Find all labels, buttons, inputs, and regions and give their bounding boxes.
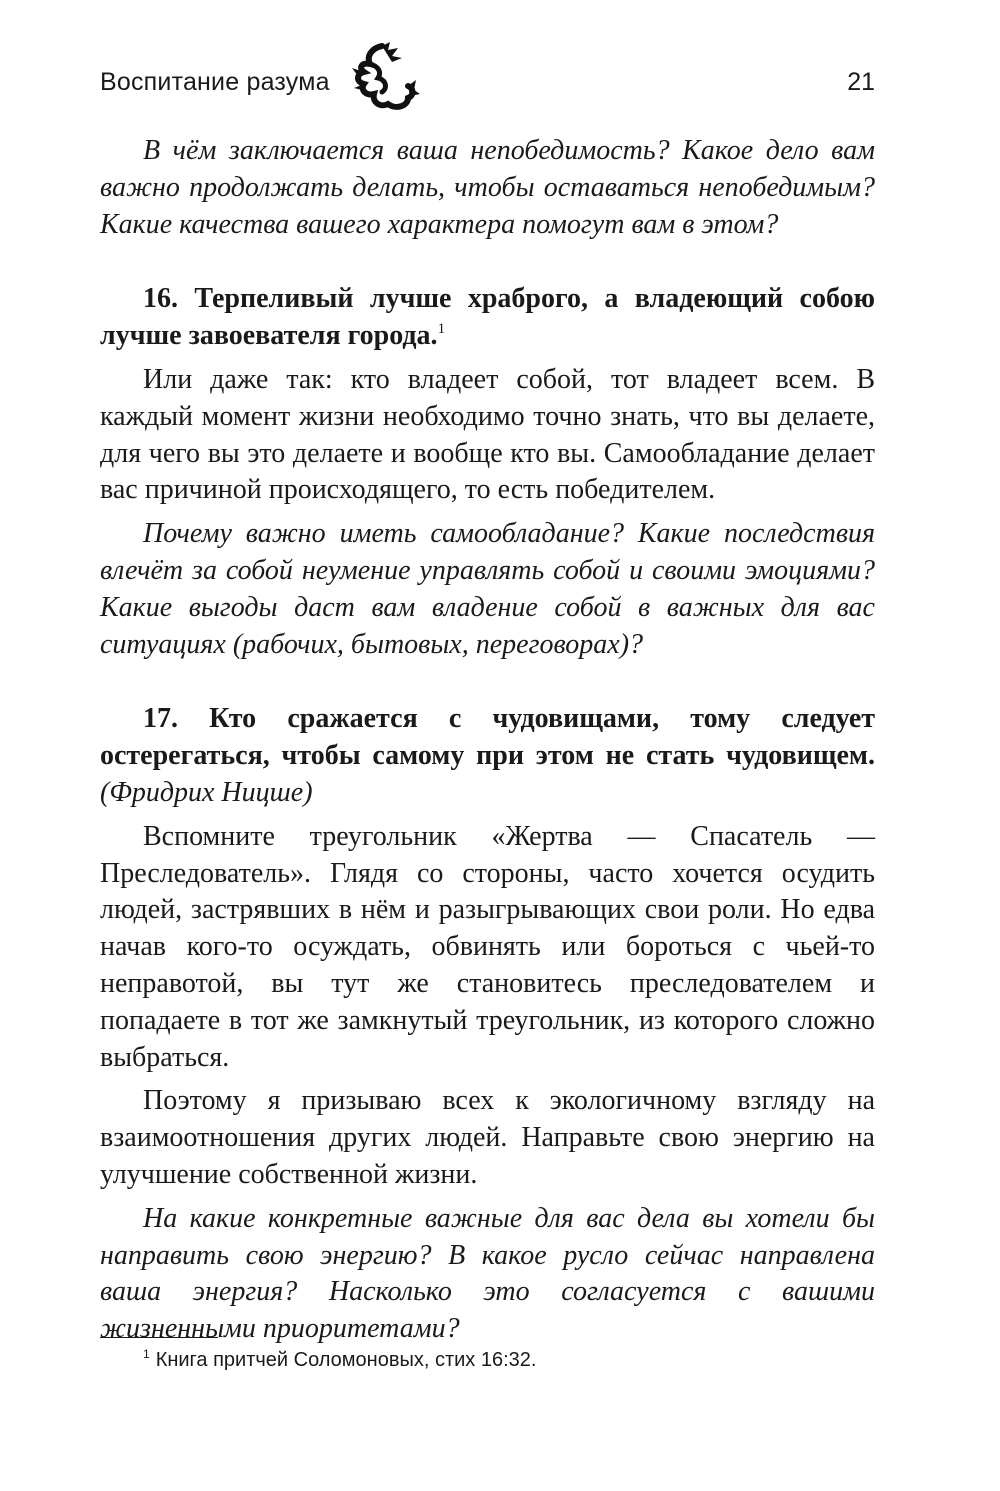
running-title: Воспитание разума	[100, 68, 330, 96]
section-heading-17	[100, 701, 875, 811]
question-paragraph: В чём заключается ваша непобедимость? Какое дело вам важно продолжать делать, чтобы оставаться непобедимым? Какие качества вашего характера помогут вам в этом?	[100, 135, 875, 240]
page-header	[100, 40, 875, 120]
page-number: 21	[847, 68, 875, 96]
footnote-marker: 1	[143, 1347, 150, 1361]
quote-author: (Фридрих Ницше)	[100, 776, 313, 808]
footnote-reference: 1	[437, 321, 446, 338]
heading-text: 17. Кто сражается с чудовищами, тому следует остерегаться, чтобы самому при этом не стать чудовищем.	[100, 703, 875, 772]
dragon-icon	[342, 40, 422, 120]
body-paragraph: Или даже так: кто владеет собой, тот владеет всем. В каждый момент жизни необходимо точно знать, что вы делаете, для чего вы это делаете и вообще кто вы. Самообладание делает вас причиной происходящего, то есть победителем.	[100, 363, 875, 506]
page-body	[100, 133, 875, 1348]
footnote	[143, 1349, 843, 1372]
body-paragraph: Поэтому я призываю всех к экологичному взгляду на взаимоотношения других людей. Направьте свою энергию на улучшение собственной жизни.	[100, 1085, 875, 1190]
body-paragraph: Вспомните треугольник «Жертва — Спасатель — Преследователь». Глядя со стороны, часто хочется осудить людей, застрявших в нём и разыгрывающих свои роли. Но едва начав кого-то осуждать, обвинять или бороться с чьей-то неправотой, вы тут же становитесь преследователем и попадаете в тот же замкнутый треугольник, из которого сложно выбраться.	[100, 820, 875, 1073]
question-paragraph: На какие конкретные важные для вас дела вы хотели бы направить свою энергию? В какое русло сейчас направлена ваша энергия? Насколько это согласуется с вашими жизненными приоритетами?	[100, 1202, 875, 1345]
question-paragraph: Почему важно иметь самообладание? Какие последствия влечёт за собой неумение управлять собой и своими эмоциями? Какие выгоды даст вам владение собой в важных для вас ситуациях (рабочих, бытовых, переговорах)?	[100, 518, 875, 660]
section-heading-16	[100, 281, 875, 355]
footnote-divider	[100, 1337, 218, 1338]
footnote-text: Книга притчей Соломоновых, стих 16:32.	[155, 1349, 537, 1371]
heading-text: 16. Терпеливый лучше храброго, а владеющий собою лучше завоевателя города.	[100, 283, 875, 352]
